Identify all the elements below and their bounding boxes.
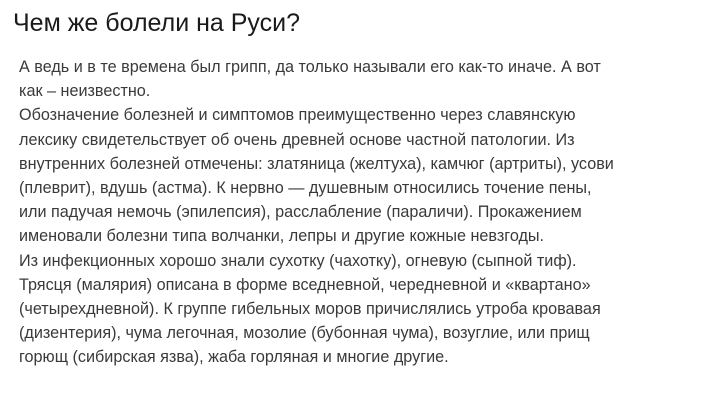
- text-line: горющ (сибирская язва), жаба горляная и многие другие.: [19, 348, 449, 367]
- text-line: (плеврит), вдушь (астма). К нервно — душевным относились точение пены,: [19, 179, 592, 198]
- text-line: (дизентерия), чума легочная, мозолие (бубонная чума), возуглие, или прищ: [19, 324, 590, 343]
- text-line: лексику свидетельствует об очень древней основе частной патологии. Из: [19, 130, 575, 149]
- text-line: внутренних болезней отмечены: златяница (желтуха), камчюг (артриты), усови: [19, 154, 614, 173]
- paragraph-internal-diseases: [19, 103, 699, 248]
- paragraph-infectious-diseases: [19, 249, 699, 370]
- text-line: Трясця (малярия) описана в форме вседневной, чередневной и «квартано»: [19, 275, 591, 294]
- slide-title: Чем же болели на Руси?: [13, 9, 301, 37]
- text-line: Обозначение болезней и симптомов преимущественно через славянскую: [19, 106, 576, 125]
- paragraph-influenza: [19, 55, 699, 103]
- text-line: А ведь и в те времена был грипп, да только называли его как-то иначе. А вот: [19, 58, 601, 76]
- text-line: (четырехдневной). К группе гибельных моров причислялись утроба кровавая: [19, 300, 601, 319]
- slide-body: [19, 55, 699, 370]
- text-line: как – неизвестно.: [19, 82, 151, 101]
- text-line: или падучая немочь (эпилепсия), расслабление (параличи). Прокажением: [19, 203, 582, 222]
- text-line: Из инфекционных хорошо знали сухотку (чахотку), огневую (сыпной тиф).: [19, 251, 577, 270]
- text-line: именовали болезни типа волчанки, лепры и другие кожные невзгоды.: [19, 227, 545, 246]
